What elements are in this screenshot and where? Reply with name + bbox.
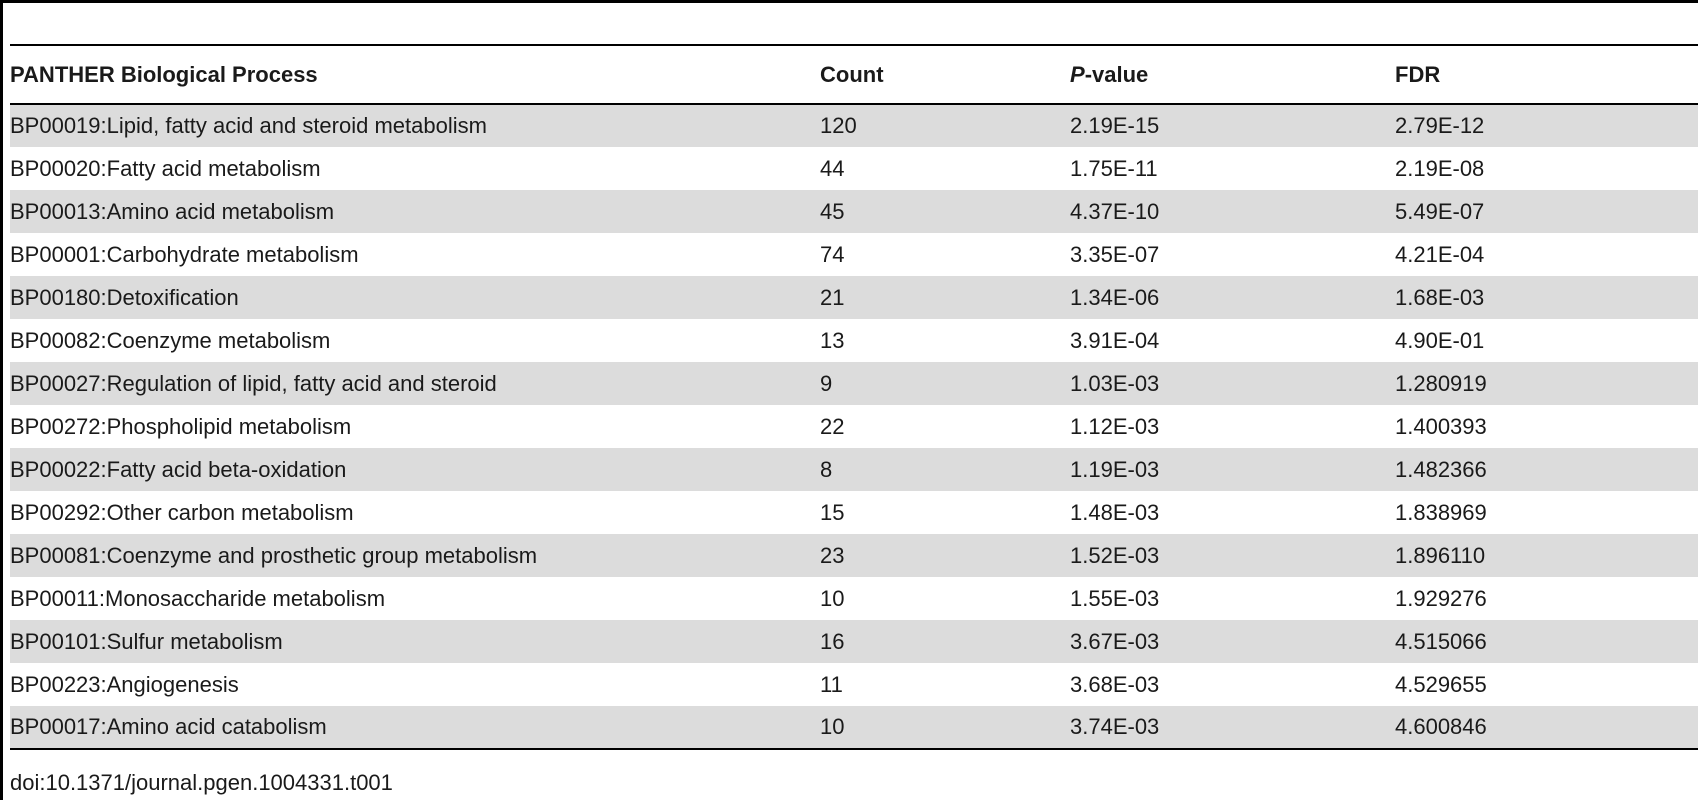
cell-p-value: 1.12E-03 bbox=[1070, 413, 1160, 439]
table-row bbox=[10, 362, 1698, 405]
cell-p-value: 3.68E-03 bbox=[1070, 671, 1160, 697]
table-row bbox=[10, 405, 1698, 448]
cell-p-value: 2.19E-15 bbox=[1070, 113, 1160, 138]
cell-p-value: 3.67E-03 bbox=[1070, 628, 1160, 654]
cell-fdr: 1.838969 bbox=[1395, 499, 1487, 525]
cell-count: 23 bbox=[820, 542, 845, 568]
cell-count: 44 bbox=[820, 155, 845, 181]
header-p-rest: -value bbox=[1084, 61, 1149, 87]
cell-process: BP00001:Carbohydrate metabolism bbox=[10, 241, 359, 267]
cell-process: BP00101:Sulfur metabolism bbox=[10, 628, 283, 654]
cell-count: 74 bbox=[820, 241, 845, 267]
cell-p-value: 3.91E-04 bbox=[1070, 327, 1160, 353]
table-row bbox=[10, 534, 1698, 577]
table-row bbox=[10, 663, 1698, 706]
doi-footer: doi:10.1371/journal.pgen.1004331.t001 bbox=[10, 770, 393, 795]
cell-count: 10 bbox=[820, 714, 845, 739]
cell-p-value: 3.74E-03 bbox=[1070, 714, 1160, 739]
cell-fdr: 4.529655 bbox=[1395, 671, 1487, 697]
cell-p-value: 4.37E-10 bbox=[1070, 198, 1160, 224]
table-row bbox=[10, 233, 1698, 276]
cell-fdr: 4.90E-01 bbox=[1395, 327, 1485, 353]
table-row bbox=[10, 104, 1698, 147]
cell-count: 120 bbox=[820, 113, 857, 138]
cell-process: BP00022:Fatty acid beta-oxidation bbox=[10, 456, 347, 482]
cell-fdr: 1.400393 bbox=[1395, 413, 1487, 439]
panther-process-table bbox=[10, 44, 1698, 750]
table-header-row bbox=[10, 45, 1698, 104]
cell-fdr: 1.929276 bbox=[1395, 585, 1487, 611]
header-p-value bbox=[1070, 45, 1395, 104]
cell-count: 22 bbox=[820, 413, 845, 439]
cell-p-value: 1.52E-03 bbox=[1070, 542, 1160, 568]
cell-fdr: 1.68E-03 bbox=[1395, 284, 1485, 310]
cell-p-value: 3.35E-07 bbox=[1070, 241, 1160, 267]
table-row bbox=[10, 319, 1698, 362]
page-left-border bbox=[0, 0, 3, 800]
cell-fdr: 1.482366 bbox=[1395, 456, 1487, 482]
cell-fdr: 1.280919 bbox=[1395, 370, 1487, 396]
cell-process: BP00082:Coenzyme metabolism bbox=[10, 327, 331, 353]
cell-process: BP00223:Angiogenesis bbox=[10, 671, 239, 697]
table-container bbox=[10, 44, 1698, 750]
cell-p-value: 1.48E-03 bbox=[1070, 499, 1160, 525]
cell-count: 11 bbox=[820, 671, 843, 697]
cell-count: 13 bbox=[820, 327, 845, 353]
cell-process: BP00027:Regulation of lipid, fatty acid and steroid bbox=[10, 370, 497, 396]
table-row bbox=[10, 706, 1698, 749]
table-row bbox=[10, 577, 1698, 620]
cell-process: BP00017:Amino acid catabolism bbox=[10, 714, 327, 739]
cell-process: BP00272:Phospholipid metabolism bbox=[10, 413, 352, 439]
table-row bbox=[10, 491, 1698, 534]
cell-p-value: 1.75E-11 bbox=[1070, 155, 1158, 181]
page-top-rule bbox=[0, 0, 1698, 3]
table-row bbox=[10, 620, 1698, 663]
cell-process: BP00011:Monosaccharide metabolism bbox=[10, 585, 386, 611]
cell-process: BP00180:Detoxification bbox=[10, 284, 239, 310]
cell-count: 21 bbox=[820, 284, 845, 310]
cell-p-value: 1.34E-06 bbox=[1070, 284, 1160, 310]
cell-process: BP00013:Amino acid metabolism bbox=[10, 198, 335, 224]
header-p-italic: P bbox=[1070, 61, 1085, 87]
header-count: Count bbox=[820, 61, 884, 87]
cell-process: BP00020:Fatty acid metabolism bbox=[10, 155, 321, 181]
cell-count: 10 bbox=[820, 585, 845, 611]
cell-p-value: 1.19E-03 bbox=[1070, 456, 1160, 482]
cell-count: 9 bbox=[820, 370, 833, 396]
table-row bbox=[10, 448, 1698, 491]
cell-fdr: 4.515066 bbox=[1395, 628, 1487, 654]
cell-process: BP00081:Coenzyme and prosthetic group metabolism bbox=[10, 542, 538, 568]
cell-p-value: 1.03E-03 bbox=[1070, 370, 1160, 396]
cell-fdr: 4.21E-04 bbox=[1395, 241, 1485, 267]
cell-fdr: 5.49E-07 bbox=[1395, 198, 1485, 224]
cell-fdr: 1.896110 bbox=[1395, 542, 1486, 568]
cell-p-value: 1.55E-03 bbox=[1070, 585, 1160, 611]
table-row bbox=[10, 276, 1698, 319]
table-row bbox=[10, 190, 1698, 233]
cell-process: BP00292:Other carbon metabolism bbox=[10, 499, 354, 525]
header-process: PANTHER Biological Process bbox=[10, 61, 318, 87]
cell-count: 15 bbox=[820, 499, 845, 525]
cell-process: BP00019:Lipid, fatty acid and steroid metabolism bbox=[10, 113, 487, 138]
cell-count: 16 bbox=[820, 628, 845, 654]
cell-fdr: 2.79E-12 bbox=[1395, 113, 1485, 138]
cell-fdr: 4.600846 bbox=[1395, 714, 1487, 739]
cell-fdr: 2.19E-08 bbox=[1395, 155, 1485, 181]
cell-count: 45 bbox=[820, 198, 845, 224]
table-body bbox=[10, 104, 1698, 749]
cell-count: 8 bbox=[820, 456, 833, 482]
table-row bbox=[10, 147, 1698, 190]
header-fdr: FDR bbox=[1395, 61, 1441, 87]
